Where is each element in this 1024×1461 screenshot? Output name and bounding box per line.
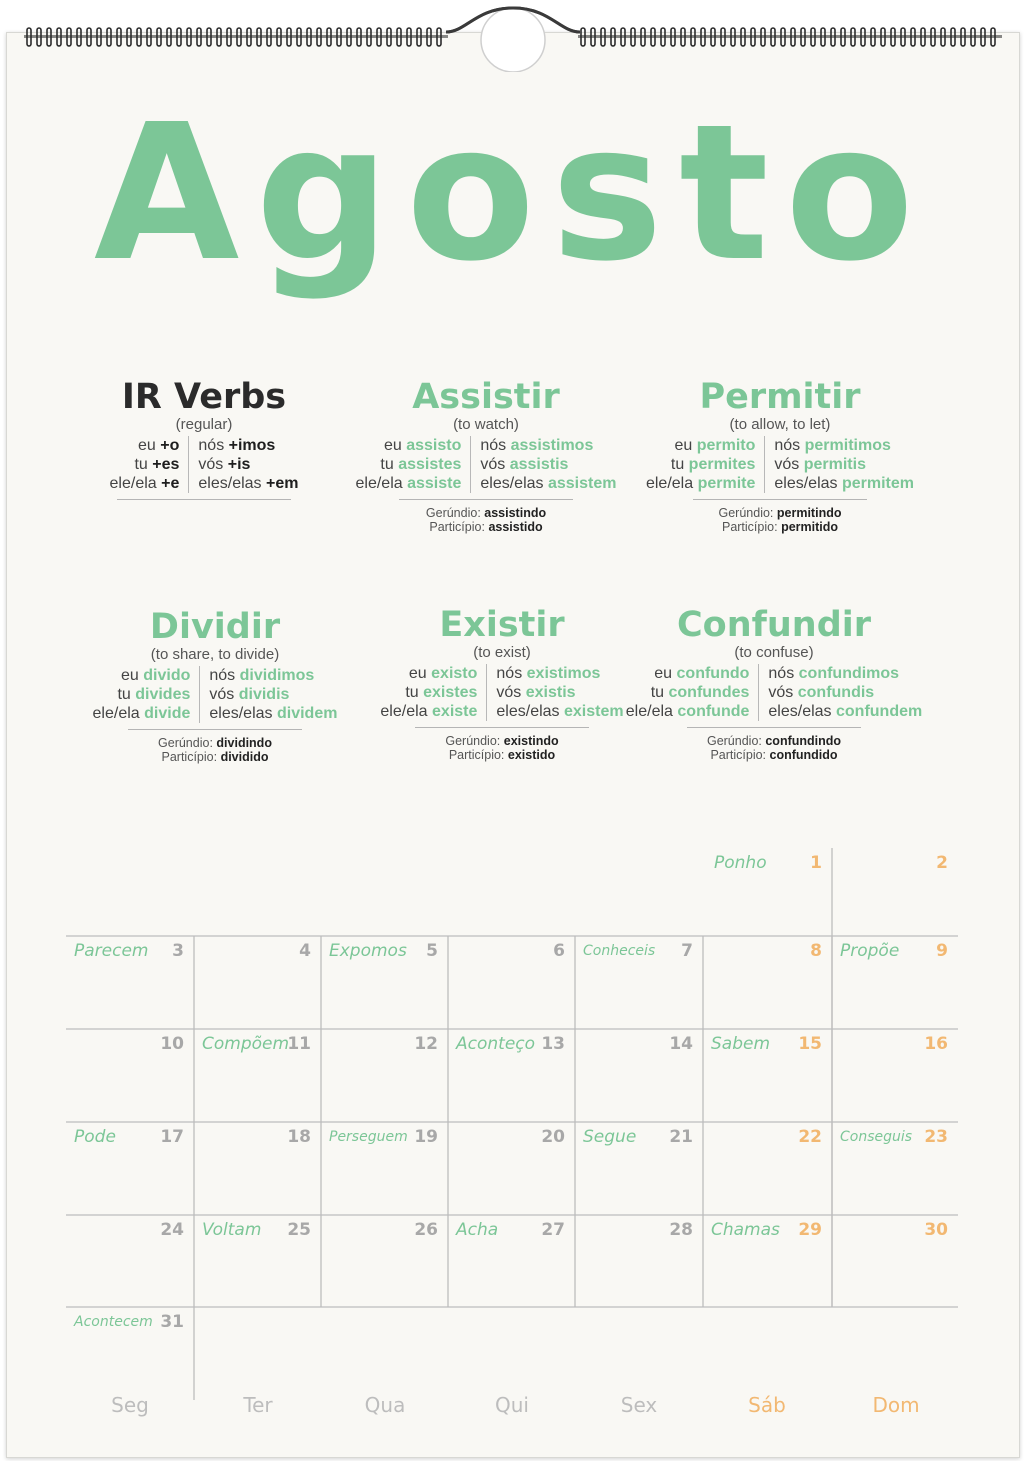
verb-form: divides — [135, 686, 191, 703]
month-title: Agosto — [93, 84, 931, 303]
participle-value: permitido — [781, 520, 839, 534]
verb-name: Assistir — [412, 377, 560, 417]
verb-form: existis — [525, 684, 576, 701]
pronoun: vós — [768, 684, 794, 701]
pronoun: eles/elas — [209, 705, 273, 722]
weekday-label: Dom — [872, 1393, 920, 1417]
verb-form: existimos — [526, 665, 601, 682]
pronoun: eu — [138, 437, 156, 454]
day-number: 20 — [541, 1127, 565, 1147]
day-number: 18 — [287, 1127, 311, 1147]
verb-form: confundis — [797, 684, 875, 701]
verb-form: assisto — [406, 437, 462, 454]
verb-form: +e — [161, 475, 180, 492]
pronoun: ele/ela — [625, 703, 673, 720]
day-number: 30 — [924, 1220, 948, 1240]
participle-label: Particípio: — [429, 520, 485, 534]
pronoun: nós — [496, 665, 523, 682]
verb-gloss: (to allow, to let) — [729, 416, 831, 433]
pronoun: vós — [198, 456, 224, 473]
verb-form: confunde — [677, 703, 750, 720]
day-number: 11 — [287, 1034, 311, 1054]
day-number: 7 — [681, 941, 693, 961]
verb-gloss: (to share, to divide) — [150, 646, 280, 663]
verb-form: existo — [431, 665, 478, 682]
verb-form: dividem — [276, 705, 338, 722]
gerund-label: Gerúndio: — [718, 506, 774, 520]
pronoun: eu — [408, 665, 427, 682]
verb-name: Dividir — [149, 607, 281, 647]
day-number: 16 — [924, 1034, 948, 1054]
verb-gloss: (regular) — [175, 416, 233, 433]
day-verb: Conheceis — [583, 943, 656, 959]
day-number: 28 — [669, 1220, 693, 1240]
pronoun: tu — [405, 684, 419, 701]
pronoun: vós — [480, 456, 506, 473]
pronoun: eu — [674, 437, 693, 454]
day-number: 6 — [553, 941, 565, 961]
day-number: 14 — [669, 1034, 693, 1054]
verb-form: +em — [266, 475, 299, 492]
pronoun: eles/elas — [480, 475, 544, 492]
verb-form: assistem — [547, 475, 617, 492]
pronoun: ele/ela — [92, 705, 140, 722]
gerund-value: permitindo — [776, 506, 842, 520]
day-number: 4 — [299, 941, 311, 961]
weekday-label: Ter — [243, 1393, 273, 1417]
pronoun: nós — [774, 437, 801, 454]
day-number: 15 — [798, 1034, 822, 1054]
day-number: 3 — [172, 941, 184, 961]
day-verb: Pode — [74, 1127, 116, 1147]
day-number: 25 — [287, 1220, 311, 1240]
pronoun: vós — [209, 686, 235, 703]
verb-form: +o — [160, 437, 180, 454]
verb-gloss: (to watch) — [453, 416, 519, 433]
verb-form: assistis — [509, 456, 569, 473]
gerund-label: Gerúndio: — [425, 506, 481, 520]
day-number: 26 — [414, 1220, 438, 1240]
day-number: 12 — [414, 1034, 438, 1054]
verb-name: Confundir — [676, 605, 872, 645]
pronoun: ele/ela — [380, 703, 428, 720]
gerund-value: confundindo — [765, 734, 842, 748]
day-verb: Acontecem — [74, 1314, 153, 1330]
day-number: 10 — [160, 1034, 184, 1054]
day-number: 19 — [414, 1127, 438, 1147]
pronoun: tu — [670, 456, 685, 473]
weekday-label: Qua — [364, 1393, 406, 1417]
day-verb: Expomos — [329, 941, 407, 961]
verb-form: divide — [144, 705, 191, 722]
day-number: 23 — [924, 1127, 948, 1147]
gerund-label: Gerúndio: — [445, 734, 501, 748]
verb-form: +is — [227, 456, 251, 473]
day-number: 17 — [160, 1127, 184, 1147]
verb-gloss: (to confuse) — [734, 644, 814, 661]
participle-value: existido — [507, 748, 556, 762]
participle-value: confundido — [769, 748, 838, 762]
pronoun: eu — [654, 665, 673, 682]
weekday-label: Qui — [495, 1393, 529, 1417]
day-verb: Sabem — [711, 1034, 771, 1054]
day-number: 5 — [426, 941, 438, 961]
day-number: 24 — [160, 1220, 184, 1240]
gerund-label: Gerúndio: — [158, 736, 213, 750]
weekday-label: Seg — [111, 1393, 149, 1417]
gerund-value: dividindo — [216, 736, 272, 750]
gerund-label: Gerúndio: — [706, 734, 762, 748]
day-number: 9 — [936, 941, 948, 961]
pronoun: vós — [774, 456, 800, 473]
verb-form: divido — [143, 667, 191, 684]
participle-value: dividido — [220, 750, 269, 764]
day-verb: Perseguem — [329, 1129, 408, 1145]
pronoun: ele/ela — [109, 475, 157, 492]
verb-form: dividis — [238, 686, 290, 703]
pronoun: eu — [383, 437, 402, 454]
pronoun: eu — [121, 667, 139, 684]
day-verb: Chamas — [711, 1220, 780, 1240]
verb-form: permitem — [841, 475, 915, 492]
verb-form: assistimos — [510, 437, 594, 454]
pronoun: eles/elas — [198, 475, 262, 492]
verb-form: +es — [152, 456, 180, 473]
day-verb: Voltam — [202, 1220, 262, 1240]
verb-form: confundem — [836, 703, 923, 720]
verb-form: permites — [688, 456, 756, 473]
pronoun: nós — [768, 665, 795, 682]
day-verb: Compõem — [202, 1034, 290, 1054]
pronoun: nós — [198, 437, 225, 454]
verb-name: Existir — [439, 605, 565, 645]
pronoun: tu — [650, 684, 665, 701]
pronoun: tu — [134, 456, 148, 473]
verb-form: existe — [432, 703, 478, 720]
pronoun: nós — [209, 667, 236, 684]
pronoun: nós — [480, 437, 507, 454]
verb-form: +imos — [228, 437, 276, 454]
verb-form: dividimos — [239, 667, 315, 684]
day-number: 21 — [669, 1127, 693, 1147]
pronoun: tu — [380, 456, 394, 473]
participle-label: Particípio: — [448, 748, 505, 762]
verb-form: confundimos — [798, 665, 900, 682]
weekday-label: Sex — [620, 1393, 658, 1417]
day-verb: Aconteço — [456, 1034, 536, 1054]
verb-form: assiste — [407, 475, 462, 492]
verb-form: permitimos — [804, 437, 891, 454]
day-verb: Segue — [583, 1127, 637, 1147]
participle-label: Particípio: — [721, 520, 778, 534]
day-number: 1 — [810, 853, 822, 873]
weekday-label: Sáb — [748, 1393, 786, 1417]
verb-form: existem — [564, 703, 624, 720]
pronoun: eles/elas — [768, 703, 832, 720]
day-number: 27 — [541, 1220, 565, 1240]
verb-form: existes — [423, 684, 478, 701]
day-number: 31 — [160, 1312, 184, 1332]
pronoun: vós — [496, 684, 522, 701]
day-verb: Ponho — [714, 853, 767, 873]
pronoun: ele/ela — [355, 475, 403, 492]
verb-name: IR Verbs — [121, 377, 287, 417]
day-verb: Acha — [456, 1220, 499, 1240]
participle-label: Particípio: — [161, 750, 218, 764]
verb-form: permito — [696, 437, 756, 454]
day-verb: Propõe — [840, 941, 900, 961]
verb-form: assistes — [398, 456, 462, 473]
day-number: 22 — [798, 1127, 822, 1147]
verb-name: Permitir — [699, 377, 861, 417]
pronoun: ele/ela — [645, 475, 694, 492]
day-number: 2 — [936, 853, 948, 873]
gerund-value: assistindo — [484, 506, 547, 520]
verb-form: permitis — [803, 456, 866, 473]
verb-form: confundes — [668, 684, 750, 701]
participle-label: Particípio: — [710, 748, 767, 762]
verb-gloss: (to exist) — [473, 644, 531, 661]
participle-value: assistido — [488, 520, 543, 534]
gerund-value: existindo — [503, 734, 559, 748]
day-number: 13 — [541, 1034, 565, 1054]
day-verb: Parecem — [74, 941, 149, 961]
pronoun: eles/elas — [774, 475, 838, 492]
pronoun: eles/elas — [496, 703, 560, 720]
pronoun: tu — [117, 686, 131, 703]
verb-form: confundo — [676, 665, 750, 682]
verb-form: permite — [697, 475, 756, 492]
day-verb: Conseguis — [840, 1129, 913, 1145]
day-number: 8 — [810, 941, 822, 961]
day-number: 29 — [798, 1220, 822, 1240]
